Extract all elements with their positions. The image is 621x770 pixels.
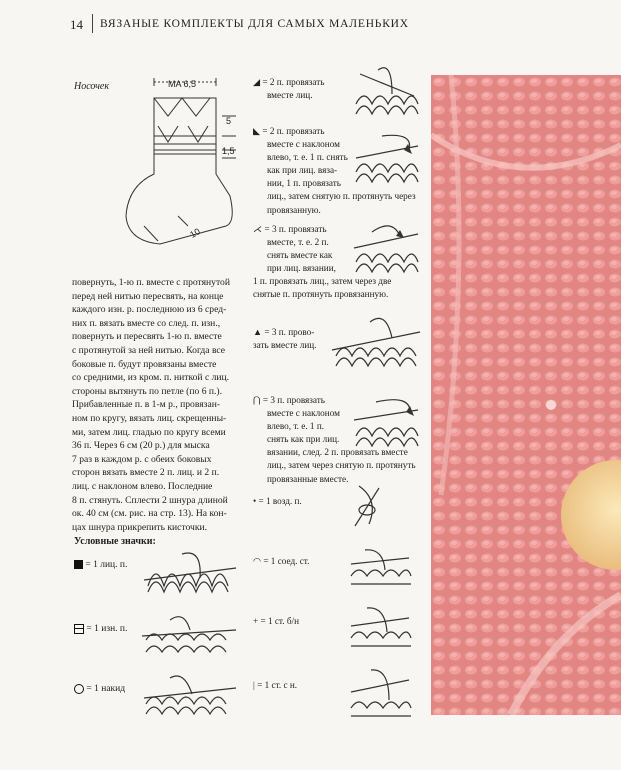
- legend-ssk: ◣ = 2 п. провязать вместе с наклоном влево, т. е. 1 п. снять как при лиц. вяза- нии, 1 п. провязать лиц., затем снятую п. протянуть через провязанную.: [253, 126, 416, 215]
- legend-single-crochet: + = 1 ст. б/н: [253, 616, 299, 626]
- legend-chain: • = 1 возд. п.: [253, 496, 302, 506]
- circle-icon: [74, 684, 84, 694]
- text-line: с протянутой за ней нитью. Когда все: [72, 344, 226, 356]
- filled-square-icon: [74, 560, 83, 569]
- text-line: 8 п. стянуть. Сплести 2 шнура длиной: [72, 494, 228, 506]
- legend-item-yarnover: [74, 684, 125, 694]
- section-label: Носочек: [74, 81, 110, 92]
- text-line: ном по кругу, вязать лиц. скрещенны-: [72, 412, 227, 424]
- text-line: Прибавленные п. в 1-м р., провязан-: [72, 399, 221, 411]
- photo-texture: [431, 75, 621, 715]
- knitted-fabric-photo: [431, 75, 621, 715]
- ssk-icon: ◣: [253, 126, 261, 136]
- single-crochet-illustration: [345, 600, 415, 652]
- page-title: ВЯЗАНЫЕ КОМПЛЕКТЫ ДЛЯ САМЫХ МАЛЕНЬКИХ: [100, 18, 409, 30]
- text-line: сторон вязать вместе 2 п. лиц. и 2 п.: [72, 467, 220, 479]
- yarnover-stitch-icon: [140, 670, 240, 718]
- purl-stitch-icon: [140, 610, 240, 660]
- k3tog-centered-icon: ⋌: [253, 224, 263, 234]
- text-line: цах шнура прикрепить кисточки.: [72, 521, 208, 533]
- legend-slip-stitch: ◠ = 1 соед. ст.: [253, 556, 310, 566]
- text-line: лиц. с наклоном влево. Последние: [72, 480, 213, 492]
- text-line: 36 п. Через 6 см (20 р.) для мыска: [72, 440, 210, 452]
- body-text: [72, 276, 240, 534]
- legend-item-knit: [74, 560, 127, 570]
- plus-icon: +: [253, 616, 259, 626]
- ssk-illustration: [352, 128, 422, 186]
- diagram-label-10: 10: [188, 226, 202, 240]
- text-line: 7 раз в каждом р. с обеих боковых: [72, 453, 212, 465]
- legend-double-crochet: | = 1 ст. с н.: [253, 680, 298, 690]
- sock-diagram: [118, 76, 243, 266]
- legend-k3tog: ▲ = 3 п. прово- зать вместе лиц.: [253, 327, 317, 351]
- diagram-label-5: 5: [226, 116, 232, 126]
- diagram-label-top: MA 6,5: [168, 79, 197, 89]
- double-crochet-illustration: [345, 664, 415, 722]
- k2tog-illustration: [352, 60, 422, 116]
- k3tog-centered-illustration: [352, 218, 422, 276]
- legend-k3tog-centered: ⋌ = 3 п. провязать вместе, т. е. 2 п. снять вместе как при лиц. вязании, 1 п. провязать лиц., затем через две снятые п. протянуть провязанную.: [253, 224, 392, 300]
- slip-stitch-illustration: [345, 540, 415, 590]
- text-line: повернуть и пересвять 1-ю п. вместе: [72, 331, 222, 343]
- k2tog-icon: ◢: [253, 77, 261, 87]
- diagram-label-1-5: 1,5: [222, 146, 235, 156]
- text-line: ок. 40 см (см. рис. на стр. 13). На кон-: [72, 508, 227, 520]
- arc-icon: ◠: [253, 556, 262, 566]
- k3tog-illustration: [330, 310, 422, 370]
- text-line: каждого изн. р. последнюю из 6 сред-: [72, 304, 227, 316]
- purl-square-icon: [74, 624, 84, 634]
- legend-item-purl: [74, 624, 127, 634]
- legend-item-label: = 1 лиц. п.: [85, 560, 128, 570]
- header-divider: [92, 14, 93, 33]
- chain-dot-icon: •: [253, 496, 257, 506]
- text-line: них п. вязать вместе со след. п. изн.,: [72, 317, 221, 329]
- text-line: стороны вытянуть по петле (по 6 п.).: [72, 385, 223, 397]
- legend-item-label: = 1 накид: [86, 684, 126, 695]
- page-number: 14: [70, 17, 83, 32]
- k3tog-icon: ▲: [253, 327, 263, 337]
- knit-stitch-icon: [142, 548, 240, 596]
- chain-illustration: [345, 480, 393, 530]
- legend-title: Условные значки:: [74, 536, 156, 547]
- vertical-bar-icon: |: [253, 680, 255, 690]
- sk2p-icon: ⋂: [253, 395, 261, 405]
- sk2p-illustration: [352, 392, 422, 450]
- legend-k2tog: ◢ = 2 п. провязать вместе лиц.: [253, 77, 325, 101]
- text-line: повернуть, 1-ю п. вместе с протянутой: [72, 277, 230, 288]
- legend-item-label: = 1 изн. п.: [86, 624, 128, 635]
- text-line: перед ней нитью пересвять, на конце: [72, 290, 224, 302]
- text-line: ми, затем лиц. гладью по кругу всеми: [72, 426, 226, 438]
- text-line: боковые п. будут провязаны вместе: [72, 358, 217, 370]
- text-line: со средними, из кром. п. ниткой с лиц.: [72, 372, 230, 384]
- legend-sk2p: ⋂ = 3 п. провязать вместе с наклоном влево, т. е. 1 п. снять как при лиц. вязании, след. 2 п. провязать вместе лиц., затем через снятую п. протянуть провязанные вместе.: [253, 395, 416, 484]
